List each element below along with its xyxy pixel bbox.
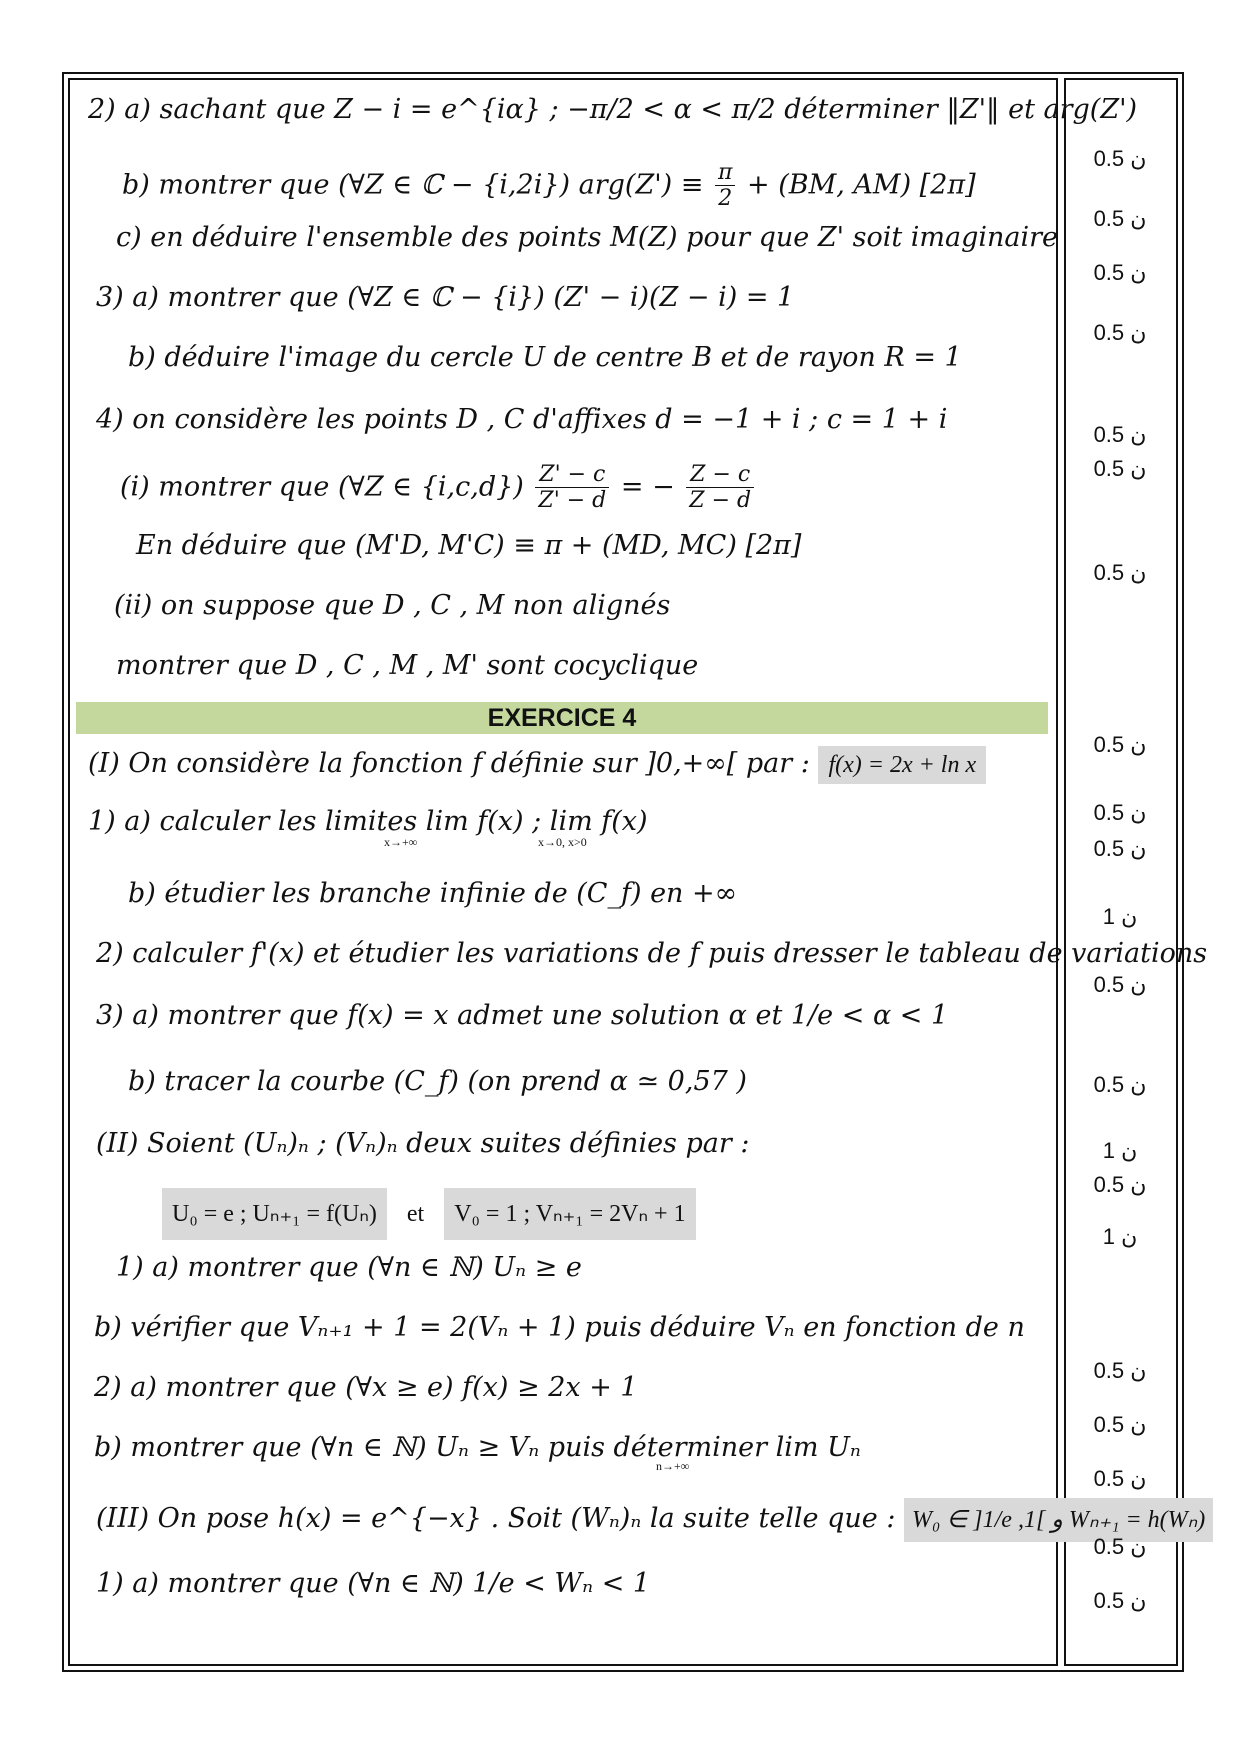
question-4i: (i) montrer que (∀Z ∈ {i,c,d}) $\frac{Z' - c}{Z' - d}$ = − $\frac{Z - c}{Z - d}$ [120,462,757,514]
question-II-1b: b) vérifier que Vₙ₊₁ + 1 = 2(Vₙ + 1) puis déduire Vₙ en fonction de n [94,1312,1025,1343]
sequence-w-box: W₀ ∈ ]1/e ,1[ و Wₙ₊₁ = h(Wₙ) [904,1498,1213,1542]
question-I-3a: 3) a) montrer que f(x) = x admet une solution α et 1/e < α < 1 [96,1000,949,1031]
part-III-statement: (III) On pose h(x) = e^{−x} . Soit (Wₙ)ₙ la suite telle que : W₀ ∈ ]1/e ,1[ و Wₙ₊₁ = h(Wₙ) [96,1498,1213,1542]
limit-sub-zero: x→0, x>0 [538,835,587,849]
function-definition-box: f(x) = 2x + ln x [818,746,986,784]
points-mark: 0.5 ن [1093,1534,1147,1559]
points-mark: 0.5 ن [1093,320,1147,345]
question-I-1a: 1) a) calculer les limites lim f(x) ; lim f(x) [88,806,648,837]
exercise-4-heading: EXERCICE 4 [76,702,1048,734]
sequences-definition: U₀ = e ; Uₙ₊₁ = f(Uₙ) et V₀ = 1 ; Vₙ₊₁ = 2Vₙ + 1 [162,1188,696,1240]
points-mark: 0.5 ن [1093,260,1147,285]
question-III-1a: 1) a) montrer que (∀n ∈ ℕ) 1/e < Wₙ < 1 [96,1568,651,1599]
limit-sub-n: n→+∞ [656,1459,690,1473]
question-2b: b) montrer que (∀Z ∈ ℂ − {i,2i}) arg(Z') ≡ $\frac{\pi}{2}$ + (BM, AM) [2π] [122,160,976,212]
limit-sub-infinity: x→+∞ [384,835,418,849]
exercise-column [68,78,1058,1666]
question-I-3b: b) tracer la courbe (C_f) (on prend α ≃ 0,57 ) [128,1066,747,1097]
question-4ii: (ii) on suppose que D , C , M non alignés [114,590,671,621]
points-mark: 0.5 ن [1093,836,1147,861]
part-II-statement: (II) Soient (Uₙ)ₙ ; (Vₙ)ₙ deux suites définies par : [96,1128,750,1159]
sequence-v-box: V₀ = 1 ; Vₙ₊₁ = 2Vₙ + 1 [444,1188,695,1240]
points-mark: 1 ن [1102,1224,1138,1249]
points-mark: 0.5 ن [1093,972,1147,997]
question-3a: 3) a) montrer que (∀Z ∈ ℂ − {i}) (Z' − i)(Z − i) = 1 [96,282,795,313]
fraction-z: $\frac{Z - c}{Z - d}$ [686,462,754,514]
sequence-u-box: U₀ = e ; Uₙ₊₁ = f(Uₙ) [162,1188,387,1240]
question-4: 4) on considère les points D , C d'affixes d = −1 + i ; c = 1 + i [96,404,948,435]
fraction-zprime: $\frac{Z' - c}{Z' - d}$ [535,462,609,514]
points-mark: 0.5 ن [1093,800,1147,825]
question-I-1b: b) étudier les branche infinie de (C_f) en +∞ [128,878,738,909]
points-mark: 0.5 ن [1093,1072,1147,1097]
points-mark: 0.5 ن [1093,560,1147,585]
points-mark: 0.5 ن [1093,146,1147,171]
points-mark: 0.5 ن [1093,1358,1147,1383]
question-4i-deduce: En déduire que (M'D, M'C) ≡ π + (MD, MC) [2π] [136,530,802,561]
points-mark: 0.5 ن [1093,1466,1147,1491]
points-mark: 0.5 ن [1093,422,1147,447]
question-II-2a: 2) a) montrer que (∀x ≥ e) f(x) ≥ 2x + 1 [94,1372,638,1403]
points-mark: 1 ن [1102,904,1138,929]
question-II-1a: 1) a) montrer que (∀n ∈ ℕ) Uₙ ≥ e [116,1252,582,1283]
question-I-2: 2) calculer f'(x) et étudier les variations de f puis dresser le tableau de variations [96,938,1208,969]
question-4ii-show: montrer que D , C , M , M' sont cocyclique [116,650,699,681]
question-3b: b) déduire l'image du cercle U de centre B et de rayon R = 1 [128,342,962,373]
part-I-statement: (I) On considère la fonction f définie sur ]0,+∞[ par : f(x) = 2x + ln x [88,750,986,777]
points-mark: 0.5 ن [1093,732,1147,757]
points-mark: 0.5 ن [1093,1172,1147,1197]
points-mark: 0.5 ن [1093,1588,1147,1613]
pi-over-2-fraction: $\frac{\pi}{2}$ [715,160,735,212]
points-mark: 1 ن [1102,1138,1138,1163]
points-mark: 0.5 ن [1093,206,1147,231]
question-2c: c) en déduire l'ensemble des points M(Z) pour que Z' soit imaginaire [116,222,1059,253]
points-mark: 0.5 ن [1093,456,1147,481]
points-mark: 0.5 ن [1093,1412,1147,1437]
question-2a: 2) a) sachant que Z − i = e^{iα} ; −π/2 < α < π/2 déterminer ‖Z'‖ et arg(Z') [88,94,1138,125]
question-II-2b: b) montrer que (∀n ∈ ℕ) Uₙ ≥ Vₙ puis déterminer lim Uₙ [94,1432,861,1463]
